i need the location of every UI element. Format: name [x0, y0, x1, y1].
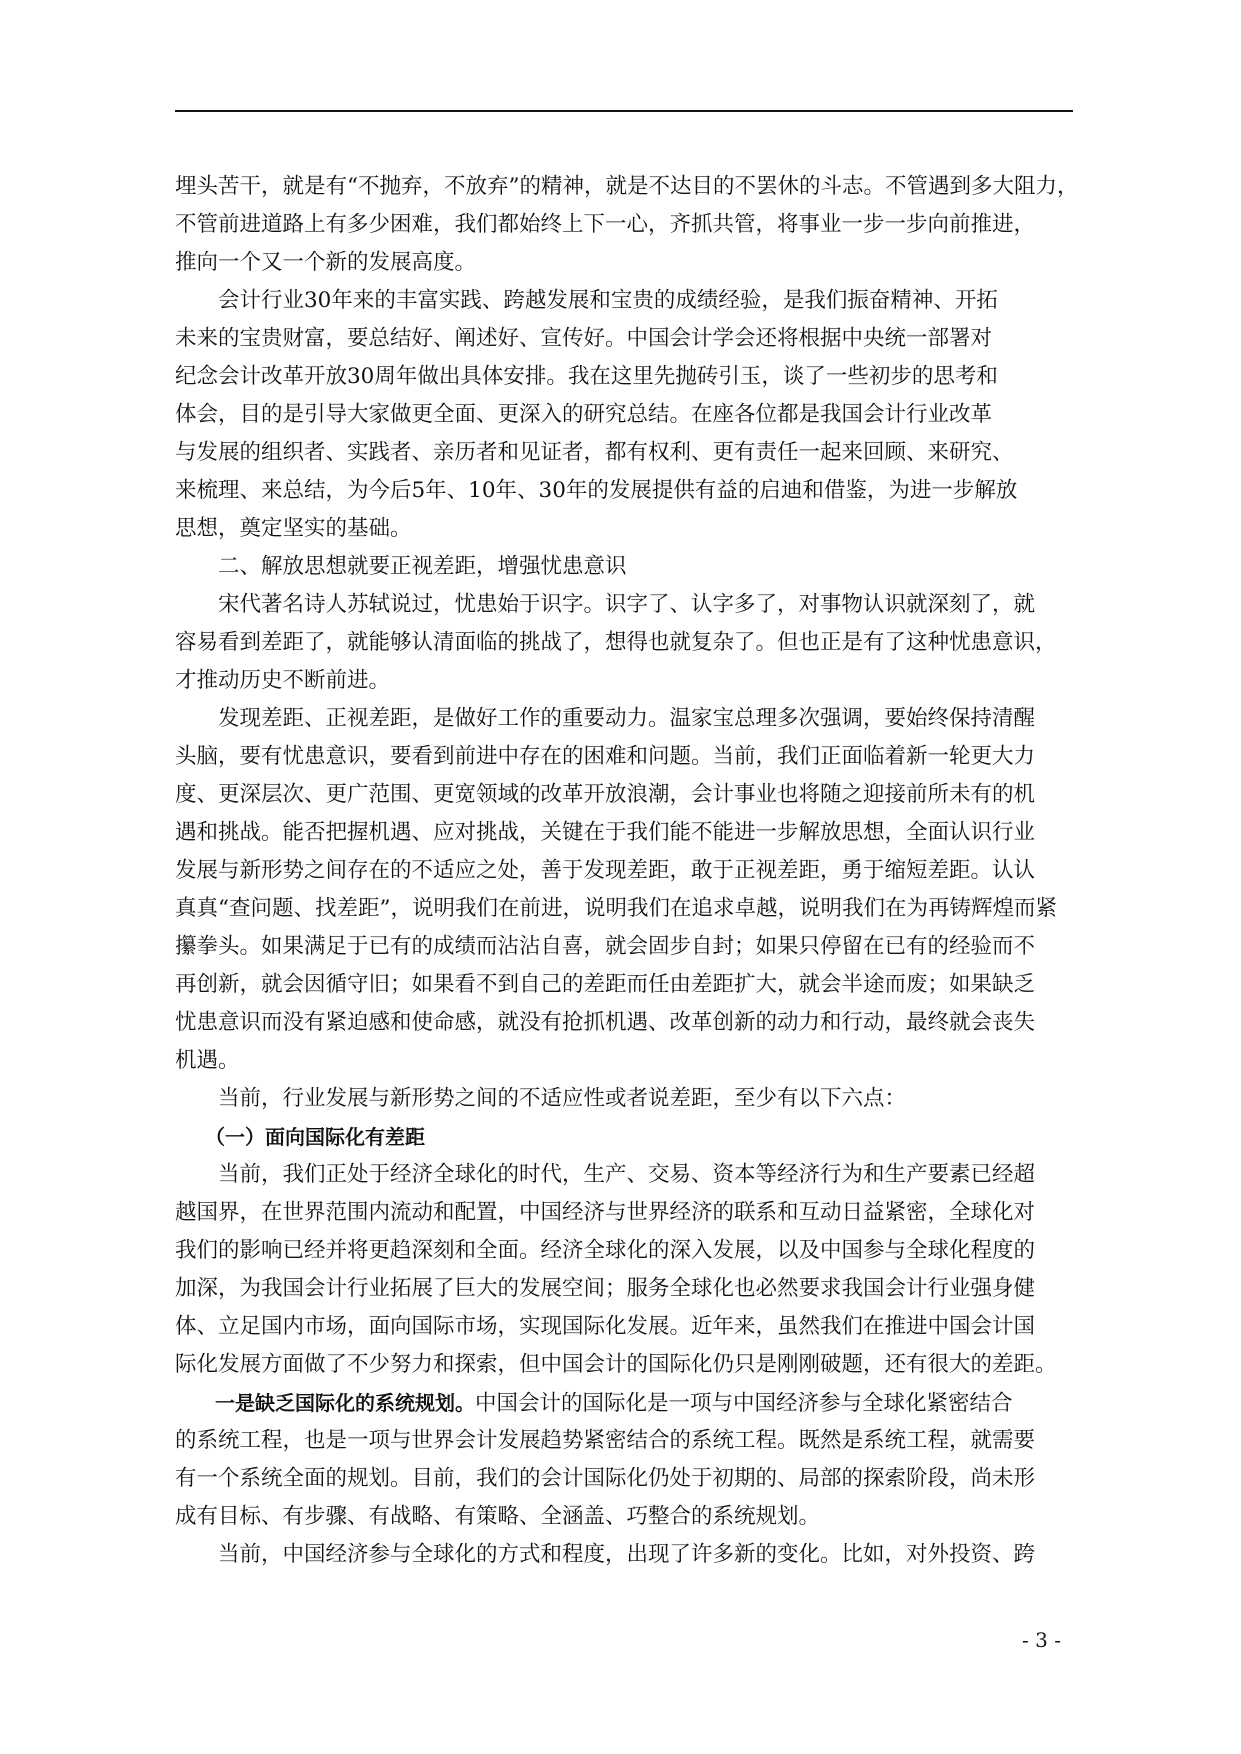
bold-lead-in: 一是缺乏国际化的系统规划。	[175, 1391, 475, 1415]
text-line: 的系统工程，也是一项与世界会计发展趋势紧密结合的系统工程。既然是系统工程，就需要	[175, 1428, 1036, 1453]
text-line: 头脑，要有忧患意识，要看到前进中存在的困难和问题。当前，我们正面临着新一轮更大力	[175, 744, 1036, 769]
text-line: 当前，行业发展与新形势之间的不适应性或者说差距，至少有以下六点：	[175, 1086, 907, 1111]
text-line: 发现差距、正视差距，是做好工作的重要动力。温家宝总理多次强调，要始终保持清醒	[175, 706, 1036, 731]
text-line: 真真“查问题、找差距”，说明我们在前进，说明我们在追求卓越，说明我们在为再铸辉煌而紧	[175, 896, 1057, 921]
section-heading: 二、解放思想就要正视差距，增强忧患意识	[175, 554, 627, 579]
text-line: 机遇。	[175, 1048, 240, 1073]
text-line: 推向一个又一个新的发展高度。	[175, 250, 477, 275]
text-line: 纪念会计改革开放30周年做出具体安排。我在这里先抛砖引玉，谈了一些初步的思考和	[175, 364, 998, 389]
text-line: 体、立足国内市场，面向国际市场，实现国际化发展。近年来，虽然我们在推进中国会计国	[175, 1314, 1036, 1339]
text-line: 会计行业30年来的丰富实践、跨越发展和宝贵的成绩经验，是我们振奋精神、开拓	[175, 288, 998, 313]
text-line: 我们的影响已经并将更趋深刻和全面。经济全球化的深入发展，以及中国参与全球化程度的	[175, 1238, 1036, 1263]
text-line: 思想，奠定坚实的基础。	[175, 516, 412, 541]
text-line: 忧患意识而没有紧迫感和使命感，就没有抢抓机遇、改革创新的动力和行动，最终就会丧失	[175, 1010, 1036, 1035]
text-run: 中国会计的国际化是一项与中国经济参与全球化紧密结合	[475, 1391, 1013, 1416]
text-line: 有一个系统全面的规划。目前，我们的会计国际化仍处于初期的、局部的探索阶段，尚未形	[175, 1466, 1036, 1491]
text-line: 成有目标、有步骤、有战略、有策略、全涵盖、巧整合的系统规划。	[175, 1504, 821, 1529]
text-line: 加深，为我国会计行业拓展了巨大的发展空间；服务全球化也必然要求我国会计行业强身健	[175, 1276, 1036, 1301]
text-line: 再创新，就会因循守旧；如果看不到自己的差距而任由差距扩大，就会半途而废；如果缺乏	[175, 972, 1036, 997]
text-line: 埋头苦干，就是有“不抛弃，不放弃”的精神，就是不达目的不罢休的斗志。不管遇到多大阻力，	[175, 174, 1079, 199]
text-line: 当前，我们正处于经济全球化的时代，生产、交易、资本等经济行为和生产要素已经超	[175, 1162, 1036, 1187]
header-rule	[175, 110, 1073, 112]
text-line: 容易看到差距了，就能够认清面临的挑战了，想得也就复杂了。但也正是有了这种忧患意识，	[175, 630, 1057, 655]
text-line: 度、更深层次、更广范围、更宽领域的改革开放浪潮，会计事业也将随之迎接前所未有的机	[175, 782, 1036, 807]
text-line: 与发展的组织者、实践者、亲历者和见证者，都有权利、更有责任一起来回顾、来研究、	[175, 440, 1014, 465]
text-line	[175, 1384, 1075, 1422]
subsection-heading: （一）面向国际化有差距	[175, 1125, 425, 1149]
text-line: 发展与新形势之间存在的不适应之处，善于发现差距，敢于正视差距，勇于缩短差距。认认	[175, 858, 1036, 883]
text-line: 不管前进道路上有多少困难，我们都始终上下一心，齐抓共管，将事业一步一步向前推进，	[175, 212, 1036, 237]
text-line: 体会，目的是引导大家做更全面、更深入的研究总结。在座各位都是我国会计行业改革	[175, 402, 993, 427]
page-number: - 3 -	[1022, 1628, 1061, 1652]
text-line: 才推动历史不断前进。	[175, 668, 391, 693]
text-line: 攥拳头。如果满足于已有的成绩而沾沾自喜，就会固步自封；如果只停留在已有的经验而不	[175, 934, 1036, 959]
text-line: 当前，中国经济参与全球化的方式和程度，出现了许多新的变化。比如，对外投资、跨	[175, 1542, 1036, 1567]
text-line: 遇和挑战。能否把握机遇、应对挑战，关键在于我们能不能进一步解放思想，全面认识行业	[175, 820, 1036, 845]
text-line: 际化发展方面做了不少努力和探索，但中国会计的国际化仍只是刚刚破题，还有很大的差距。	[175, 1352, 1057, 1377]
text-line: 宋代著名诗人苏轼说过，忧患始于识字。识字了、认字多了，对事物认识就深刻了，就	[175, 592, 1036, 617]
text-line: 未来的宝贵财富，要总结好、阐述好、宣传好。中国会计学会还将根据中央统一部署对	[175, 326, 993, 351]
text-line: 越国界，在世界范围内流动和配置，中国经济与世界经济的联系和互动日益紧密，全球化对	[175, 1200, 1036, 1225]
document-body	[175, 168, 1079, 1574]
text-line: 来梳理、来总结，为今后5年、10年、30年的发展提供有益的启迪和借鉴，为进一步解放	[175, 478, 1018, 503]
